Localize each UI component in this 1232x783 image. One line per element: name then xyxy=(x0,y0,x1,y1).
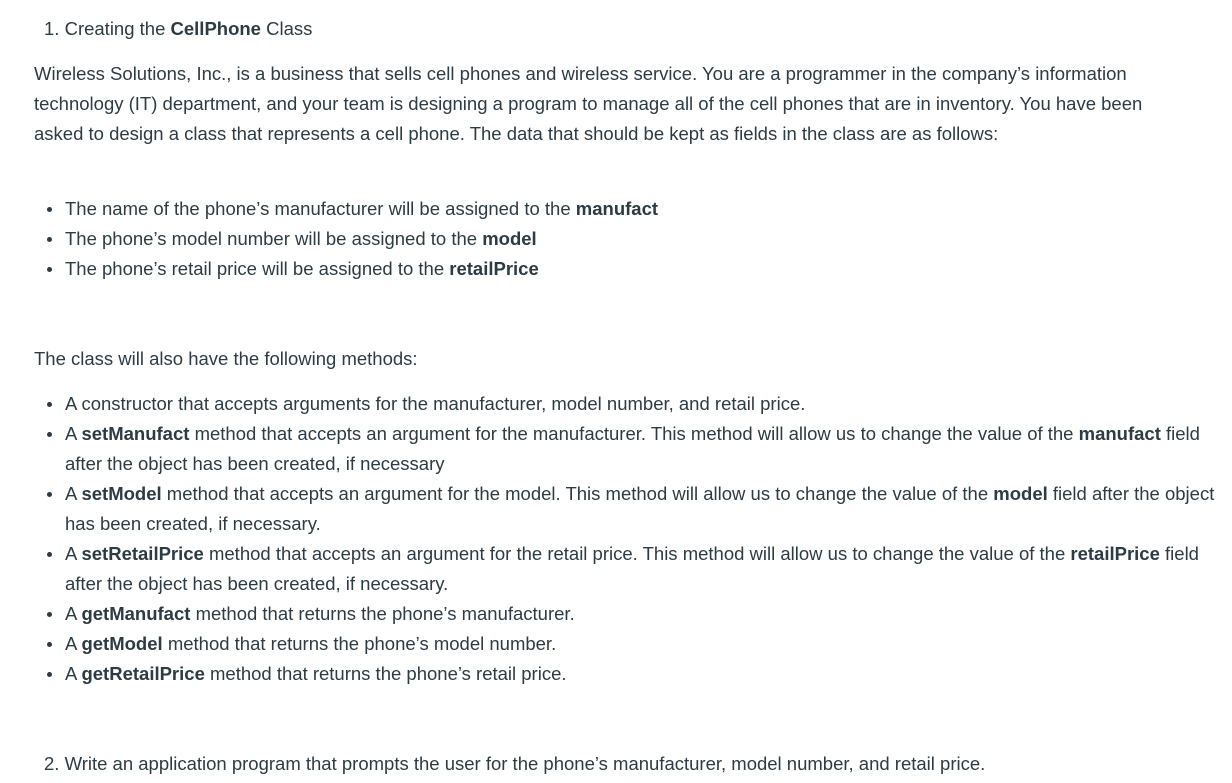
step-1-heading xyxy=(44,14,312,44)
step-1-prefix: Creating the xyxy=(64,18,166,39)
intro-paragraph: Wireless Solutions, Inc., is a business that sells cell phones and wireless service. You are a programmer in the company’s information technology (IT) department, and your team is designing a program to manage all of the cell phones that are in inventory. You have been asked to design a class that represents a cell phone. The data that should be kept as fields in the class are as follows: xyxy=(34,63,1143,144)
list-item: The phone’s model number will be assigned to the model xyxy=(65,224,1215,254)
methods-list xyxy=(34,389,1215,689)
step-2-number: 2. xyxy=(44,753,60,774)
methods-intro: The class will also have the following methods: xyxy=(34,348,418,369)
list-item: A getManufact method that returns the phone’s manufacturer. xyxy=(65,599,1215,629)
list-item: The phone’s retail price will be assigned to the retailPrice xyxy=(65,254,1215,284)
step-1-suffix: Class xyxy=(266,18,313,39)
list-item: A constructor that accepts arguments for the manufacturer, model number, and retail price. xyxy=(65,389,1215,419)
step-2-text: Write an application program that prompts the user for the phone’s manufacturer, model number, and retail price. xyxy=(64,753,986,774)
list-item: The name of the phone’s manufacturer will be assigned to the manufact xyxy=(65,194,1215,224)
class-name: CellPhone xyxy=(170,18,261,39)
step-2-item xyxy=(44,749,985,779)
list-item: A getModel method that returns the phone’s model number. xyxy=(65,629,1215,659)
list-item: A setManufact method that accepts an argument for the manufacturer. This method will allow us to change the value of the manufact field after the object has been created, if necessary xyxy=(65,419,1215,479)
list-item: A setModel method that accepts an argument for the model. This method will allow us to change the value of the model field after the object has been created, if necessary. xyxy=(65,479,1215,539)
step-1-number: 1. xyxy=(44,18,60,39)
list-item: A setRetailPrice method that accepts an argument for the retail price. This method will allow us to change the value of the retailPrice field after the object has been created, if necessary. xyxy=(65,539,1215,599)
fields-list xyxy=(34,194,1215,284)
list-item: A getRetailPrice method that returns the phone’s retail price. xyxy=(65,659,1215,689)
